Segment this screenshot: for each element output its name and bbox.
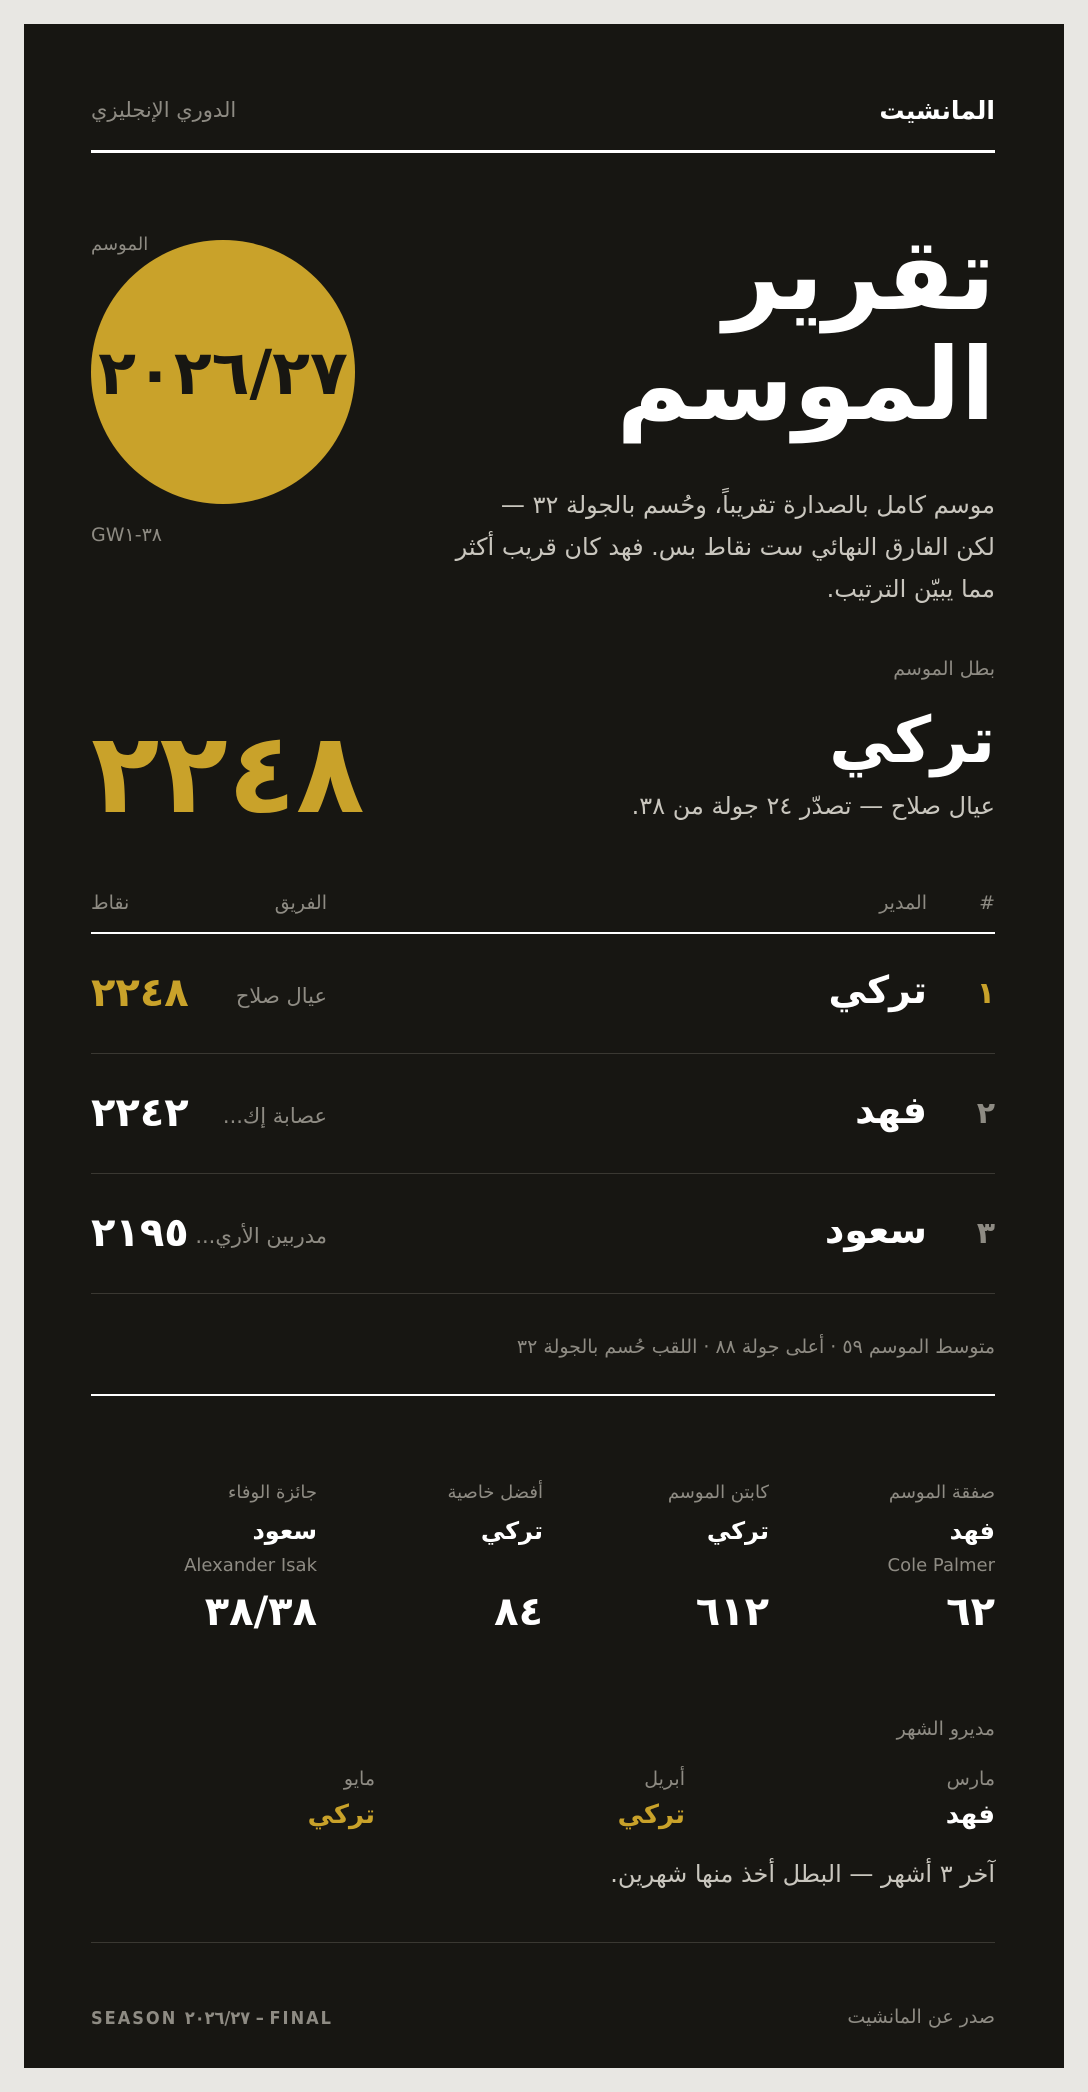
month-item [425,1768,685,1830]
award-deal-of-season [795,1482,995,1635]
table-row[interactable] [91,1174,995,1293]
season-badge [91,240,355,504]
table-row[interactable] [91,934,995,1053]
col-header-manager: المدير [879,892,927,914]
month-name: مايو [343,1768,375,1790]
row-rank: ٢ [976,1096,995,1131]
season-value: ٢٠٢٦/٢٧ [98,335,348,409]
champion-name: تركي [829,704,995,778]
row-manager: فهد [855,1088,927,1132]
managers-of-month-label: مديرو الشهر [896,1718,995,1740]
report-card [24,24,1064,2068]
footer-divider [91,1942,995,1943]
champion-label: بطل الموسم [893,658,995,680]
season-stats-summary: متوسط الموسم ٥٩ · أعلى جولة ٨٨ · اللقب حُسم بالجولة ٣٢ [516,1336,995,1358]
page-subtitle: موسم كامل بالصدارة تقريباً، وحُسم بالجولة ٣٢ — لكن الفارق النهائي ست نقاط بس. فهد كان قريب أكثر مما يبيّن الترتيب. [455,491,995,603]
award-value: ٦١٢ [695,1589,769,1635]
award-label: أفضل خاصية [447,1482,543,1503]
month-winner: تركي [617,1800,685,1830]
month-name: أبريل [644,1768,685,1790]
month-winner: تركي [307,1800,375,1830]
award-best-chip [343,1482,543,1635]
months-note: آخر ٣ أشهر — البطل أخذ منها شهرين. [610,1860,995,1888]
league-name: الدوري الإنجليزي [91,98,237,122]
award-player [343,1555,543,1577]
award-captain-of-season [569,1482,769,1635]
section-divider [91,1394,995,1396]
award-winner: تركي [706,1517,769,1545]
award-player: Alexander Isak [184,1555,317,1576]
award-winner: سعود [252,1517,317,1545]
table-row[interactable] [91,1054,995,1173]
award-value: ٦٢ [946,1589,995,1635]
award-label: جائزة الوفاء [227,1482,317,1503]
month-item [115,1768,375,1830]
row-points: ٢٢٤٢ [91,1090,189,1136]
row-manager: تركي [828,968,927,1012]
row-rank: ١ [976,976,995,1011]
award-winner: تركي [480,1517,543,1545]
award-value: ٨٤ [494,1589,543,1635]
footer-publisher[interactable]: صدر عن المانشيت [847,2006,995,2028]
row-points: ٢١٩٥ [91,1210,189,1256]
award-value: ٣٨/٣٨ [204,1589,317,1635]
month-item [735,1768,995,1830]
champion-points: ٢٢٤٨ [91,709,365,839]
award-label: صفقة الموسم [888,1482,995,1503]
month-winner: فهد [945,1800,995,1830]
row-team: عصابة إك... [222,1104,327,1128]
award-player [569,1555,769,1577]
award-player: Cole Palmer [887,1555,995,1576]
brand-name[interactable]: المانشيت [879,96,995,125]
award-loyalty [117,1482,317,1635]
month-name: مارس [946,1768,995,1790]
col-header-points: نقاط [91,892,130,914]
award-winner: فهد [949,1517,995,1545]
row-team: عيال صلاح [235,984,327,1008]
champion-subline: عيال صلاح — تصدّر ٢٤ جولة من ٣٨. [631,792,995,820]
page-title: تقرير الموسم [616,216,995,443]
row-team: مدربين الأري... [195,1224,327,1248]
gameweek-code: GW٣٨-١ [91,524,163,546]
row-points: ٢٢٤٨ [91,970,189,1016]
award-label: كابتن الموسم [667,1482,769,1503]
header-divider [91,150,995,153]
col-header-rank: # [979,892,995,914]
row-divider [91,1293,995,1294]
row-rank: ٣ [976,1216,995,1251]
season-label: الموسم [91,234,149,255]
row-manager: سعود [824,1208,927,1252]
col-header-team: الفريق [274,892,327,914]
footer-season-tag: SEASON ٢٠٢٦/٢٧ – FINAL [91,2008,333,2029]
